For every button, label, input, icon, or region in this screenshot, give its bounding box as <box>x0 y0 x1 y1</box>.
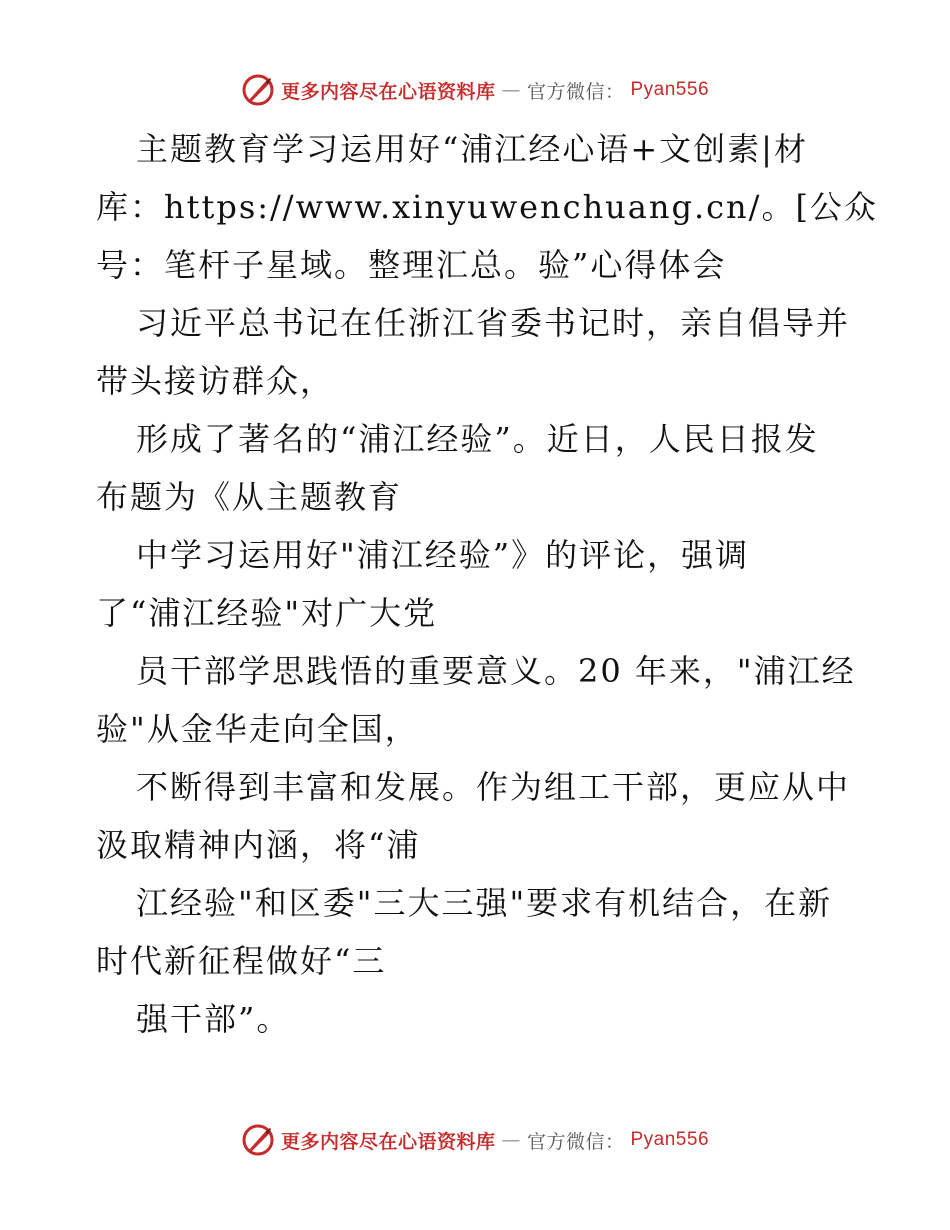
watermark-wechat-id: Pyan556 <box>630 1129 710 1150</box>
watermark-main-text: 更多内容尽在心语资料库 <box>280 80 496 103</box>
body-line: 库：https://www.xinyuwenchuang.cn/。[公众 <box>96 188 878 226</box>
watermark-official-label: 官方微信： <box>526 1130 625 1153</box>
body-line: 布题为《从主题教育 <box>96 478 403 516</box>
footer-watermark <box>0 1120 950 1160</box>
body-line: 验"从金华走向全国， <box>96 710 419 748</box>
watermark-wechat-id: Pyan556 <box>630 79 710 100</box>
body-line: 了“浦江经验"对广大党 <box>96 594 438 632</box>
body-line: 形成了著名的“浦江经验”。近日，人民日报发 <box>136 420 819 458</box>
body-line: 习近平总书记在任浙江省委书记时，亲自倡导并 <box>136 304 851 342</box>
body-line: 江经验"和区委"三大三强"要求有机结合，在新 <box>136 884 833 922</box>
quill-pen-logo-icon <box>241 73 275 107</box>
body-line: 带头接访群众， <box>96 362 335 400</box>
header-watermark <box>0 70 950 110</box>
body-line: 强干部”。 <box>136 1000 291 1038</box>
body-line: 号：笔杆子星域。整理汇总。验”心得体会 <box>96 246 727 284</box>
quill-pen-logo-icon <box>241 1123 275 1157</box>
watermark-dash: — <box>501 1129 521 1151</box>
watermark-official-label: 官方微信： <box>526 80 625 103</box>
document-body <box>96 120 878 1048</box>
watermark-dash: — <box>501 79 521 101</box>
body-line: 员干部学思践悟的重要意义。20 年来，"浦江经 <box>136 652 856 690</box>
body-line: 不断得到丰富和发展。作为组工干部，更应从中 <box>136 768 851 806</box>
body-line: 主题教育学习运用好“浦江经心语+文创素|材 <box>136 130 808 168</box>
body-line: 汲取精神内涵，将“浦 <box>96 826 421 864</box>
body-line: 时代新征程做好“三 <box>96 942 387 980</box>
watermark-main-text: 更多内容尽在心语资料库 <box>280 1130 496 1153</box>
body-line: 中学习运用好"浦江经验”》的评论，强调 <box>136 536 750 574</box>
